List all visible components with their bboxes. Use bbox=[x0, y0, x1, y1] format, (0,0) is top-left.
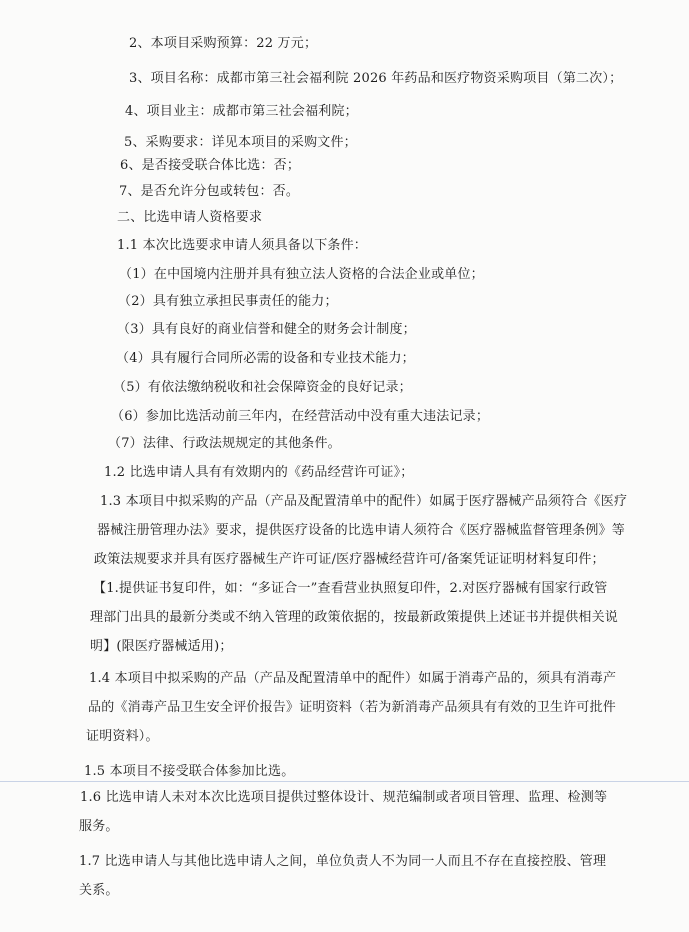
project-item: 6、是否接受联合体比选：否； bbox=[120, 158, 301, 173]
clause-1-5: 1.5 本项目不接受联合体参加比选。 bbox=[84, 764, 295, 779]
clause-1-2: 1.2 比选申请人具有有效期内的《药品经营许可证》； bbox=[104, 465, 414, 480]
clause-1-7-line: 1.7 比选申请人与其他比选申请人之间，单位负责人不为同一人而且不存在直接控股、管理 bbox=[79, 854, 607, 869]
page-fold-line bbox=[0, 781, 689, 782]
condition-item: （7）法律、行政法规规定的其他条件。 bbox=[108, 436, 341, 451]
project-item: 4、项目业主：成都市第三社会福利院； bbox=[125, 104, 358, 119]
condition-item: （3）具有良好的商业信誉和健全的财务会计制度； bbox=[117, 322, 416, 337]
condition-item: （6）参加比选活动前三年内，在经营活动中没有重大违法记录； bbox=[111, 409, 490, 424]
clause-1-3-line: 政策法规要求并具有医疗器械生产许可证/医疗器械经营许可/备案凭证证明材料复印件； bbox=[94, 552, 605, 567]
project-item: 7、是否允许分包或转包：否。 bbox=[119, 184, 300, 199]
condition-item: （4）具有履行合同所必需的设备和专业技术能力； bbox=[116, 351, 415, 366]
clause-1-4-line: 品的《消毒产品卫生安全评价报告》证明资料（若为新消毒产品须具有有效的卫生许可批件 bbox=[88, 700, 617, 715]
project-item: 2、本项目采购预算：22 万元； bbox=[129, 36, 318, 51]
clause-1-3-line: 【1.提供证书复印件，如：“多证合一”查看营业执照复印件，2.对医疗器械有国家行政管 bbox=[93, 581, 608, 596]
project-item: 5、采购要求：详见本项目的采购文件； bbox=[124, 135, 357, 150]
condition-item: （1）在中国境内注册并具有独立法人资格的合法企业或单位； bbox=[119, 267, 484, 282]
clause-1-4-line: 1.4 本项目中拟采购的产品（产品及配置清单中的配件）如属于消毒产品的，须具有消毒产 bbox=[89, 671, 617, 686]
clause-1-7-line: 关系。 bbox=[79, 883, 119, 898]
condition-item: （2）具有独立承担民事责任的能力； bbox=[118, 294, 338, 309]
project-item: 3、项目名称：成都市第三社会福利院 2026 年药品和医疗物资采购项目（第二次）； bbox=[129, 71, 623, 86]
clause-1-6-line: 1.6 比选申请人未对本次比选项目提供过整体设计、规范编制或者项目管理、监理、检测等 bbox=[80, 790, 608, 805]
clause-1-3-line: 器械注册管理办法》要求，提供医疗设备的比选申请人须符合《医疗器械监督管理条例》等 bbox=[97, 523, 626, 538]
clause-1-3-line: 1.3 本项目中拟采购的产品（产品及配置清单中的配件）如属于医疗器械产品须符合《医疗 bbox=[100, 494, 628, 509]
clause-1-4-line: 证明资料）。 bbox=[86, 729, 159, 744]
clause-1-3-line: 明】(限医疗器械适用)； bbox=[90, 639, 233, 654]
clause-1-3-line: 理部门出具的最新分类或不纳入管理的政策依据的，按最新政策提供上述证书并提供相关说 bbox=[90, 610, 619, 625]
condition-item: （5）有依法缴纳税收和社会保障资金的良好记录； bbox=[113, 380, 412, 395]
clause-1-6-line: 服务。 bbox=[79, 819, 119, 834]
clause-1-1: 1.1 本次比选要求申请人须具备以下条件： bbox=[117, 238, 368, 253]
section-heading: 二、比选申请人资格要求 bbox=[117, 210, 263, 225]
